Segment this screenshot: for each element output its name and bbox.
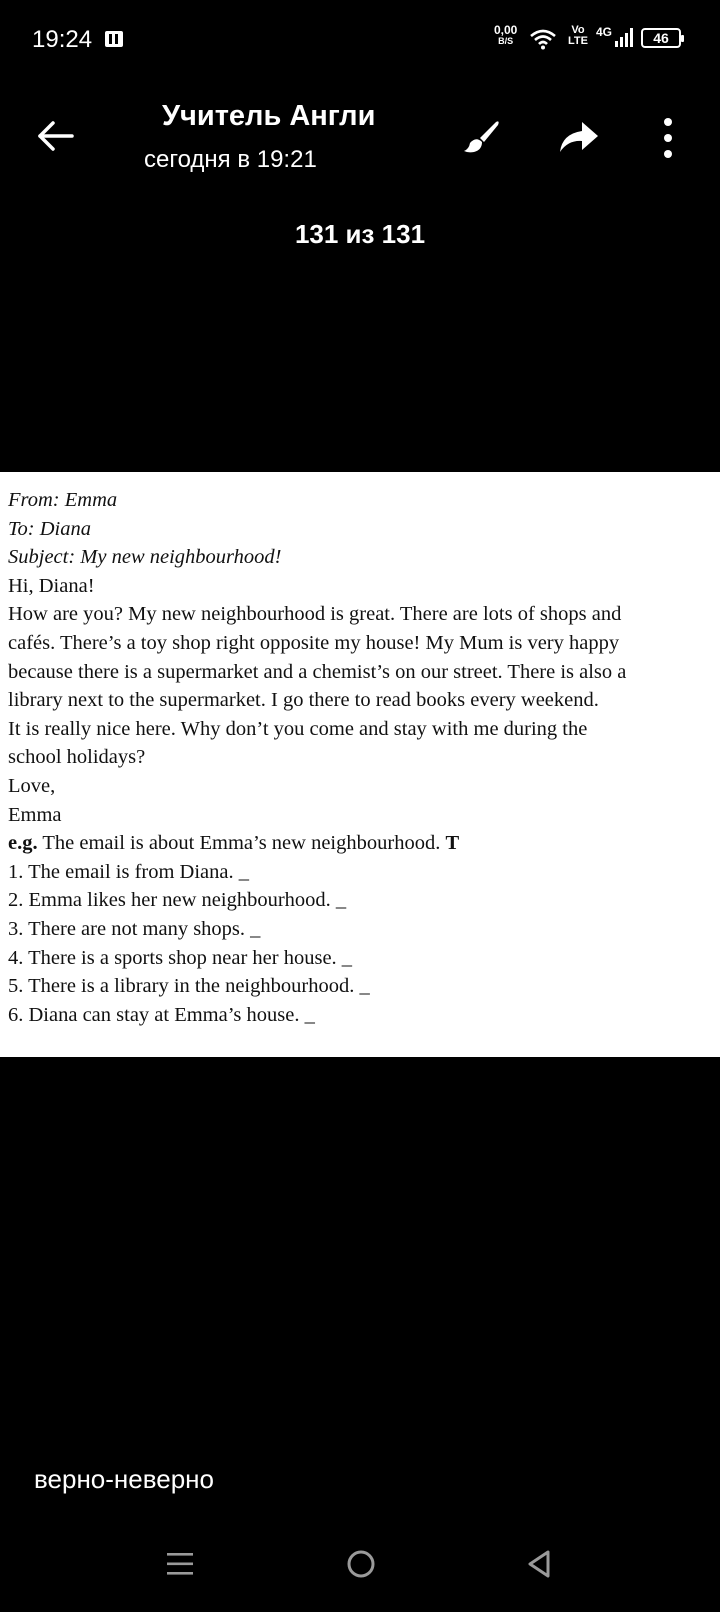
edit-button[interactable] [460,116,504,160]
email-signature: Emma [8,803,62,826]
share-button[interactable] [556,118,600,158]
email-body-line: school holidays? [8,746,146,769]
network-speed-unit: B/S [498,36,514,46]
email-body-line: It is really nice here. Why don’t you come and stay with me during the [8,717,588,740]
network-speed [494,24,517,46]
example-label: e.g. [8,832,38,855]
battery-icon [641,28,681,48]
nav-back-button[interactable] [526,1549,552,1579]
home-circle-icon [349,1552,373,1576]
notification-icon [104,30,124,48]
question-item: 3. There are not many shops. _ [8,917,261,940]
question-item: 1. The email is from Diana. _ [8,860,250,883]
email-body-line: library next to the supermarket. I go there to read books every weekend. [8,689,599,712]
example-line [8,829,712,858]
chat-title: Учитель Англи [162,100,376,132]
network-speed-value: 0,00 [494,23,518,37]
question-item: 6. Diana can stay at Emma’s house. _ [8,1003,315,1026]
email-to: To: Diana [8,517,91,540]
volte-top: Vo [571,24,585,36]
email-body-line: because there is a supermarket and a chemist’s on our street. There is also a [8,660,627,683]
brush-icon [464,121,499,152]
more-vertical-icon [664,118,672,158]
more-button[interactable] [656,116,680,160]
question-item: 5. There is a library in the neighbourhood. _ [8,975,370,998]
nav-recents-button[interactable] [166,1550,194,1578]
menu-icon [167,1553,193,1575]
back-triangle-icon [530,1552,548,1576]
share-icon [560,122,598,152]
example-answer: T [445,832,460,855]
email-from: From: Emma [8,489,118,511]
example-text: The email is about Emma’s new neighbourhood. [37,832,446,855]
status-time: 19:24 [32,26,93,53]
wifi-icon [530,28,556,50]
email-body-line: cafés. There’s a toy shop right opposite my house! My Mum is very happy [8,631,620,654]
question-item: 2. Emma likes her new neighbourhood. _ [8,889,347,912]
arrow-left-icon [40,123,72,149]
volte-bottom: LTE [568,35,588,47]
status-bar [0,0,720,80]
email-greeting: Hi, Diana! [8,574,95,597]
volte-indicator [568,25,588,47]
battery-level: 46 [653,30,669,46]
back-button[interactable] [36,116,76,156]
nav-home-button[interactable] [346,1549,376,1579]
signal-icon [615,28,635,48]
network-type: 4G [596,25,613,39]
email-closing: Love, [8,774,56,797]
attached-image[interactable] [0,472,720,1057]
photo-counter: 131 из 131 [294,219,426,249]
message-date: сегодня в 19:21 [144,146,317,173]
email-body-line: How are you? My new neighbourhood is great. There are lots of shops and [8,603,622,626]
question-item: 4. There is a sports shop near her house. _ [8,946,353,969]
image-caption: верно-неверно [34,1464,214,1494]
email-subject: Subject: My new neighbourhood! [8,546,282,569]
